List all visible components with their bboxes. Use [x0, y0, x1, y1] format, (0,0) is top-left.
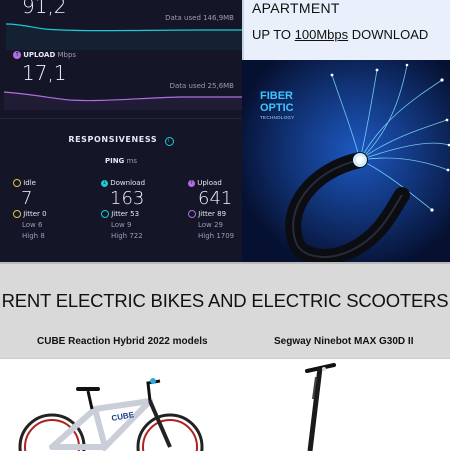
jitter-icon [13, 210, 21, 218]
jitter-icon [188, 210, 196, 218]
products-row [0, 358, 450, 450]
download-value: 91,2 [22, 0, 67, 18]
ping-header [0, 157, 242, 165]
idle-icon [13, 179, 21, 187]
apartment-title: APARTMENT [252, 0, 340, 16]
apartment-speed-line [252, 27, 428, 42]
speedtest-panel [0, 0, 242, 262]
ping-column-upload [188, 179, 242, 240]
svg-text:CUBE: CUBE [110, 410, 135, 423]
download-high: High 722 [111, 232, 143, 240]
idle-value: 7 [21, 188, 33, 209]
ping-unit: ms [126, 157, 138, 165]
ping-column-download [101, 179, 171, 240]
upload-arrow-icon: ↑ [14, 51, 20, 58]
upload-high: High 1709 [198, 232, 235, 240]
ping-column-idle [13, 179, 83, 240]
download-jitter: Jitter 53 [111, 210, 140, 218]
optic-word: OPTIC [260, 102, 294, 114]
download-graph [0, 20, 242, 50]
scooter-model-label: Segway Ninebot MAX G30D II [274, 336, 414, 347]
download-label: Download [110, 179, 146, 187]
divider [0, 118, 242, 119]
upload-unit: Mbps [57, 51, 77, 59]
idle-high: High 8 [22, 232, 45, 240]
upload-header [13, 51, 76, 59]
responsiveness-title: RESPONSIVENESS [68, 135, 158, 144]
idle-low: Low 6 [22, 221, 43, 229]
apartment-banner [242, 0, 450, 60]
bike-model-label: CUBE Reaction Hybrid 2022 models [37, 336, 208, 347]
idle-label: Idle [23, 179, 36, 187]
download-ping-value: 163 [110, 188, 145, 209]
info-icon[interactable]: i [165, 137, 174, 146]
upload-jitter: Jitter 89 [198, 210, 227, 218]
responsiveness-header [0, 135, 242, 146]
electric-scooter-image [272, 359, 392, 451]
download-data-used: Data used 146,9MB [165, 14, 234, 22]
idle-jitter: Jitter 0 [23, 210, 47, 218]
upload-data-used: Data used 25,6MB [169, 82, 234, 90]
fiber-word: FIBER [260, 90, 293, 102]
download-low: Low 9 [111, 221, 132, 229]
fiber-optic-image [242, 60, 450, 262]
technology-word: TECHNOLOGY [260, 115, 295, 120]
download-arrow-icon: ↓ [102, 179, 107, 186]
upload-label-ping: Upload [197, 179, 222, 187]
jitter-icon [101, 210, 109, 218]
rent-title: RENT ELECTRIC BIKES AND ELECTRIC SCOOTERS [1, 290, 449, 311]
electric-bike-image [0, 359, 220, 451]
upload-arrow-icon: ↑ [189, 179, 194, 186]
ping-label: PING [104, 157, 125, 165]
rent-banner [0, 262, 450, 358]
speed-suffix: DOWNLOAD [348, 27, 429, 42]
speed-value: 100Mbps [294, 27, 349, 42]
speed-prefix: UP TO [252, 27, 295, 42]
upload-label: UPLOAD [23, 51, 56, 59]
upload-low: Low 29 [198, 221, 223, 229]
upload-ping-value: 641 [198, 188, 233, 209]
upload-value: 17,1 [22, 61, 67, 85]
upload-graph [0, 86, 242, 110]
